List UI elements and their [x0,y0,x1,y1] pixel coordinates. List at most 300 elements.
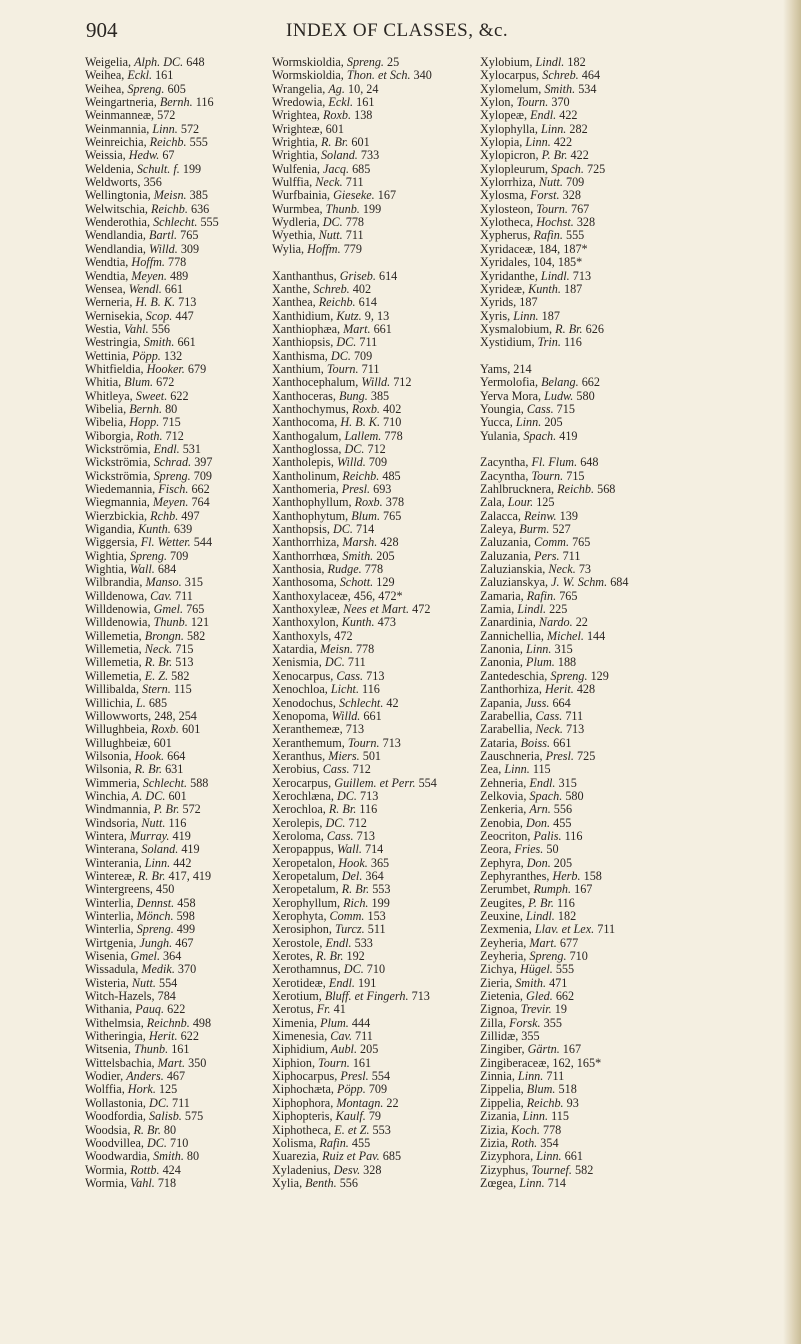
page-ref: 718 [154,1175,177,1190]
genus-name: Willdenowia, [85,615,154,630]
index-entry [85,270,265,283]
authority: R. Br. [555,321,583,336]
page-ref: 672 [153,375,175,390]
genus-name: Zehneria, [480,775,530,790]
genus-name: Xanthiopsis, [272,335,337,350]
page-ref: 417, 419 [165,868,212,883]
authority: Nutt. [131,975,156,990]
authority: R. Br. [341,882,370,897]
authority: Lindl. [535,55,565,69]
page-ref: 191 [354,975,377,990]
index-entry [85,1043,265,1056]
authority: Reichb. [149,135,187,150]
genus-name: Winterlia, [85,909,137,923]
index-entry [272,1150,492,1163]
page-ref: 714 [361,842,384,857]
index-entry [85,803,265,816]
page-ref: 73 [575,562,591,577]
index-entry [272,990,492,1003]
page-ref: 355 [540,1015,562,1030]
page-ref: 125 [533,495,555,510]
page-ref: 419 [556,428,578,443]
genus-name: Wurfbainia, [272,188,334,203]
authority: Palis. [533,828,562,843]
authority: Fl. Wetter. [140,535,191,550]
page-ref: 188 [554,655,577,670]
genus-name: Yermolofia, [480,375,542,390]
index-column-2 [272,56,492,1190]
genus-name: Wendlandia, [85,228,149,243]
page-ref: 139 [556,508,578,523]
authority: Roth. [511,1135,538,1150]
page-ref: 115 [548,1109,569,1124]
authority: Smith. [342,548,374,563]
index-entry [480,470,700,483]
page-ref: 605 [164,81,186,96]
page-ref: 778 [352,642,375,657]
page-ref: 455 [550,815,572,830]
genus-name: Wightia, [85,562,130,577]
authority: Forst. [530,188,560,203]
index-entry [272,176,492,189]
genus-name: Wissadula, [85,962,142,977]
authority: Jungh. [139,935,173,950]
authority: Neck. [548,562,576,577]
authority: H. B. K. [135,295,176,310]
index-entry [272,1003,492,1016]
page-ref: 9, 13 [361,308,390,323]
index-entry [272,590,492,603]
page-ref: 580 [573,388,595,403]
index-entry [85,83,265,96]
authority: R. Br. [137,868,166,883]
index-entry [480,283,700,296]
genus-name: Wormskioldia, [272,55,347,69]
genus-name: Xanthochymus, [272,401,352,416]
genus-name: Zexmenia, [480,922,535,937]
page-ref: 622 [167,388,189,403]
index-entry [272,350,492,363]
genus-name: Wiggersia, [85,535,141,550]
index-entry [85,470,265,483]
authority: Turcz. [334,922,365,937]
authority: Licht. [330,682,359,697]
authority: Smith. [153,1149,184,1164]
index-entry [480,710,700,723]
genus-name: Zizyphus, [480,1162,532,1177]
authority: Miers. [328,748,360,763]
genus-name: Xyrids, 187 [480,295,538,310]
index-entry [480,656,700,669]
index-entry [85,616,265,629]
page-ref: 553 [369,1122,391,1137]
index-entry [85,203,265,216]
genus-name: Wickströmia, [85,455,154,470]
genus-name: Xiphopteris, [272,1109,336,1124]
index-entry [85,1164,265,1177]
page-ref: 662 [552,989,575,1004]
page-header [0,18,801,52]
page-ref: 710 [566,949,588,964]
page-ref: 554 [368,1069,391,1084]
genus-name: Woodvillea, [85,1135,147,1150]
authority: Wendl. [128,281,162,296]
genus-name: Wendtia, [85,268,132,283]
index-entry [480,790,700,803]
genus-name: Xylosma, [480,188,531,203]
index-entry [480,109,700,122]
page-ref: 444 [348,1015,371,1030]
authority: Fries. [514,842,544,857]
authority: Wall. [129,562,155,577]
index-entry [272,1083,492,1096]
genus-name: Xeropetalum, [272,868,342,883]
genus-name: Zizia, [480,1135,512,1150]
index-entry [480,456,700,469]
page-ref: 711 [594,922,616,937]
genus-name: Xerothamnus, [272,962,344,977]
authority: Reichb. [151,201,188,216]
authority: Herit. [544,682,574,697]
genus-name: Zamaria, [480,588,527,603]
genus-name: Willemetia, [85,655,145,670]
index-entry [272,323,492,336]
page-ref: 765 [177,228,199,243]
genus-name: Zeyheria, [480,935,530,950]
index-entry [272,616,492,629]
index-entry [272,550,492,563]
page-ref: 685 [379,1149,402,1164]
authority: Vahl. [123,321,149,336]
page-ref: 115 [170,682,192,697]
genus-name: Wierzbickia, [85,508,151,523]
index-entry [85,1003,265,1016]
page-ref: 733 [357,148,380,163]
genus-name: Weldworts, 356 [85,175,162,190]
index-entry [85,163,265,176]
genus-name: Weihea, [85,68,128,83]
authority: Boiss. [520,735,551,750]
genus-name: Xuarezia, [272,1149,323,1164]
authority: Hoffm. [131,255,165,270]
page-ref: 471 [546,975,568,990]
page-ref: 544 [190,535,213,550]
index-entry [480,323,700,336]
authority: Soland. [141,842,179,857]
page-ref: 419 [178,842,200,857]
page-ref: 709 [190,468,213,483]
genus-name: Wickströmia, [85,468,154,483]
genus-name: Witsenia, [85,1042,134,1057]
authority: Spach. [551,161,584,176]
index-entry [480,1017,700,1030]
index-entry [480,817,700,830]
authority: Bung. [339,388,368,403]
genus-name: Xylocarpus, [480,68,543,83]
index-entry [480,576,700,589]
genus-name: Xanthorrhiza, [272,535,343,550]
authority: DC. [344,441,365,456]
index-entry [272,83,492,96]
authority: Kutz. [336,308,362,323]
authority: Spreng. [153,468,191,483]
authority: Presl. [341,482,371,496]
page-ref: 713 [175,295,197,310]
index-entry [272,897,492,910]
authority: L. [135,695,146,710]
index-entry [85,1137,265,1150]
index-entry [480,430,700,443]
genus-name: Xylon, [480,95,517,110]
genus-name: Xerochlæna, [272,788,337,803]
authority: Willd. [149,241,178,256]
genus-name: Zenkeria, [480,802,530,817]
authority: DC. [343,962,364,977]
index-entry [85,443,265,456]
authority: Blum. [124,375,154,390]
index-entry [272,243,492,256]
genus-name: Wisteria, [85,975,132,990]
authority: Linn. [536,1149,562,1164]
genus-name: Xerostole, [272,935,326,950]
genus-name: Willemetia, [85,628,145,643]
genus-name: Zingiberaceæ, 162, 165* [480,1055,602,1070]
genus-name: Winterlia, [85,895,137,910]
page-ref: 713 [379,735,401,750]
authority: Mart. [343,321,371,336]
genus-name: Xanthopsis, [272,522,333,537]
authority: Gärtn. [527,1042,560,1057]
genus-name: Zaluzania, [480,548,535,563]
genus-name: Whitia, [85,375,125,390]
genus-name: Xypherus, [480,228,534,243]
page-ref: 315 [551,642,573,657]
authority: Ag. [328,81,345,96]
index-entry [480,496,700,509]
authority: Rich. [343,895,369,910]
authority: Griseb. [339,268,376,283]
index-entry [272,430,492,443]
genus-name: Wellingtonia, [85,188,154,203]
index-entry [272,857,492,870]
genus-name: Xanthidium, [272,308,337,323]
page-ref: 693 [370,482,392,496]
genus-name: Xyrideæ, [480,281,529,296]
genus-name: Xanthoceras, [272,388,340,403]
genus-name: Zaluzianskia, [480,562,549,577]
genus-name: Zeocriton, [480,828,534,843]
index-entry [85,897,265,910]
genus-name: Xyladenius, [272,1162,334,1177]
index-entry [272,923,492,936]
index-entry [480,697,700,710]
page-ref: 467 [172,935,194,950]
index-entry [272,763,492,776]
page-ref: 648 [577,455,599,470]
authority: Linn. [144,855,171,870]
genus-name: Wiborgia, [85,428,137,443]
authority: Hedw. [128,148,160,163]
authority: DC. [149,1095,169,1110]
index-entry [85,990,265,1003]
page-ref: 765 [183,602,205,617]
genus-name: Xanthiophæa, [272,321,344,336]
index-entry [272,149,492,162]
authority: Rumph. [533,882,572,897]
index-entry [85,149,265,162]
page-ref: 712 [162,428,184,443]
page-ref: 661 [550,735,572,750]
page-ref: 715 [563,468,585,483]
authority: Linn. [517,1069,544,1084]
page-ref: 709 [562,175,585,190]
index-entry [480,1083,700,1096]
index-entry [85,283,265,296]
page-ref: 714 [544,1175,566,1190]
genus-name: Winterana, [85,842,142,857]
genus-name: Wirtgenia, [85,935,140,950]
index-entry [85,216,265,229]
page-ref: 622 [164,1002,186,1017]
page-ref: 572 [179,802,201,817]
index-entry [480,603,700,616]
authority: Cass. [535,708,563,723]
genus-name: Zaluzania, [480,535,535,550]
authority: Tourn. [536,201,568,216]
page-ref: 485 [379,468,401,483]
authority: Schreb. [313,281,350,296]
authority: Juss. [525,695,550,710]
genus-name: Zinnia, [480,1069,518,1084]
genus-name: Wibelia, [85,401,130,416]
genus-name: Xerotium, [272,989,325,1004]
index-entry [272,1070,492,1083]
index-entry [85,310,265,323]
index-entry [480,83,700,96]
page-ref: 778 [361,562,384,577]
index-entry [480,136,700,149]
index-entry [272,1124,492,1137]
index-entry [85,656,265,669]
index-entry [480,243,700,256]
page-ref: 370 [548,95,570,110]
index-entry [272,883,492,896]
index-entry [85,937,265,950]
authority: Desv. [333,1162,361,1177]
index-entry [480,630,700,643]
index-entry [85,376,265,389]
page-ref: 661 [561,1149,583,1164]
page-ref: 582 [183,628,206,643]
genus-name: Xenocarpus, [272,668,337,683]
authority: Alph. DC. [134,55,184,69]
index-entry [480,830,700,843]
authority: Reinw. [523,508,557,523]
genus-name: Wibelia, [85,415,130,430]
index-entry [272,670,492,683]
authority: Aubl. [330,1042,357,1057]
authority: Spreng. [529,949,567,964]
authority: Neck. [535,722,563,737]
index-entry [480,1137,700,1150]
index-entry [272,683,492,696]
page-ref: 626 [582,321,604,336]
authority: Linn. [519,1175,545,1190]
genus-name: Xanthanthus, [272,268,340,283]
index-entry [480,523,700,536]
page-ref: 116 [560,335,582,350]
genus-name: Wilbrandia, [85,575,146,590]
genus-name: Zephyra, [480,855,527,870]
page-ref: 10, 24 [344,81,379,96]
index-entry [272,229,492,242]
index-entry [272,643,492,656]
page-ref: 42 [383,695,399,710]
authority: Nardo. [538,615,573,630]
genus-name: Xeranthemum, [272,735,348,750]
index-entry [480,843,700,856]
index-entry [480,483,700,496]
genus-name: Xantholinum, [272,468,343,483]
authority: Gieseke. [333,188,375,203]
index-entry [272,750,492,763]
page-ref: 661 [161,281,184,296]
authority: Reichb. [526,1095,564,1110]
authority: Cav. [330,1029,352,1044]
index-entry [85,750,265,763]
index-entry [480,910,700,923]
index-entry [85,1057,265,1070]
genus-name: Wollastonia, [85,1095,150,1110]
page-ref: 580 [562,788,584,803]
authority: P. Br. [541,148,568,163]
page-ref: 472 [409,602,431,617]
page-ref: 129 [373,575,395,590]
genus-name: Weinmanneæ, 572 [85,108,176,123]
authority: Lindl. [540,268,570,283]
page-ref: 511 [364,922,386,937]
page-ref: 397 [191,455,213,470]
genus-name: Zacyntha, [480,468,532,483]
index-entry [85,1083,265,1096]
index-entry [85,1124,265,1137]
page-ref: 711 [559,548,581,563]
index-entry [480,777,700,790]
index-entry [85,1150,265,1163]
authority: Neck. [315,175,343,190]
page-ref: 582 [168,668,190,683]
genus-name: Xylorrhiza, [480,175,539,190]
page-ref: 385 [186,188,208,203]
page-ref: 489 [166,268,189,283]
genus-name: Xylopleurum, [480,161,552,176]
genus-name: Weinreichia, [85,135,150,150]
index-entry [480,803,700,816]
genus-name: Winchia, [85,788,132,803]
index-entry [272,496,492,509]
genus-name: Welwitschia, [85,201,152,216]
index-entry [480,56,700,69]
page-ref: 767 [567,201,590,216]
page-ref: 556 [336,1175,358,1190]
authority: R. Br. [328,802,357,817]
authority: Kaulf. [335,1109,366,1124]
genus-name: Wylia, [272,241,308,256]
page-ref: 328 [573,215,596,230]
authority: Gmel. [153,602,184,617]
genus-name: Xiphotheca, [272,1122,335,1137]
authority: Fisch. [158,482,189,496]
